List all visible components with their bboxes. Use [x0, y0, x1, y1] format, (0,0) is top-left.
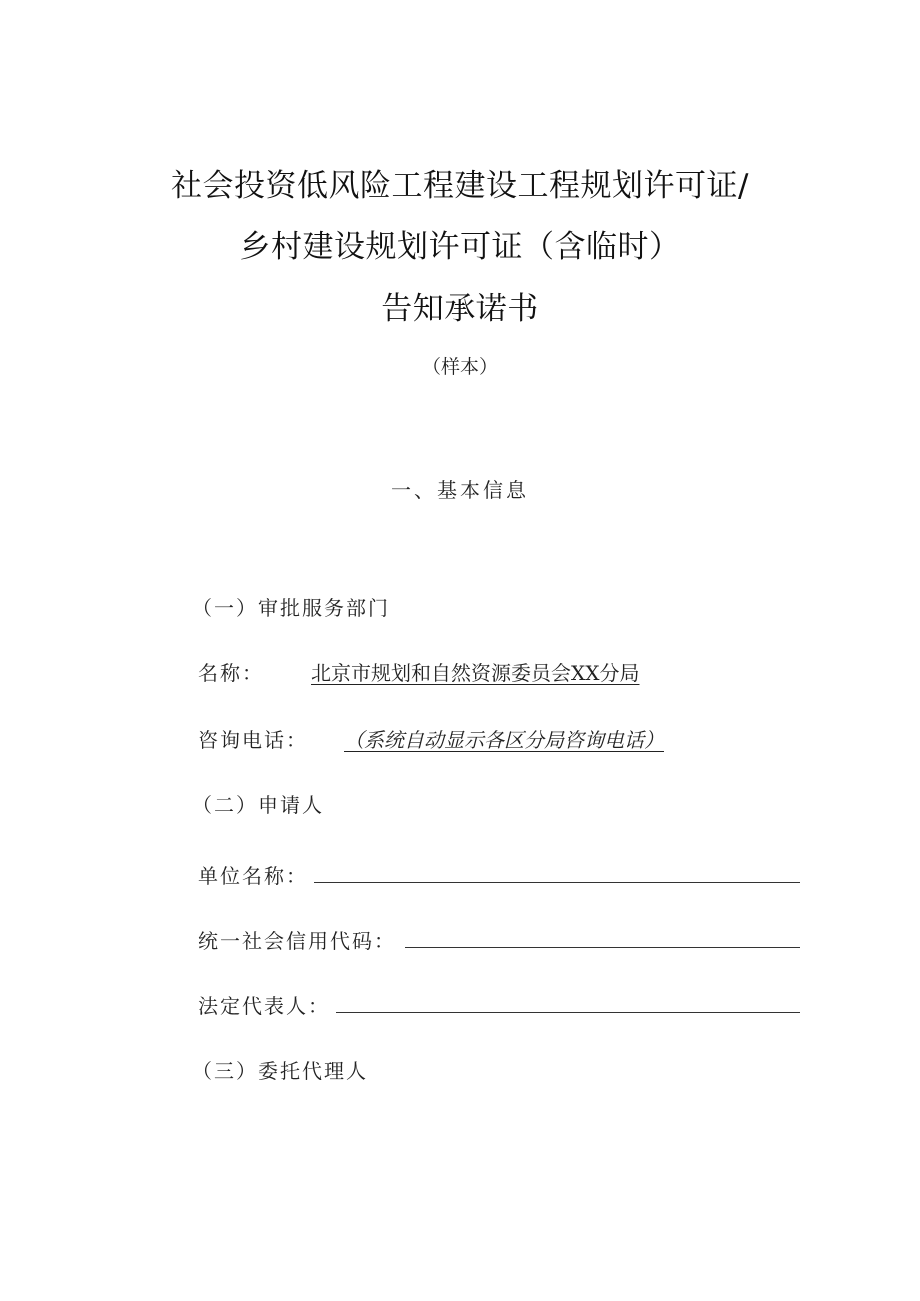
consult-phone-label: 咨询电话：	[198, 728, 308, 752]
unit-name-label: 单位名称：	[198, 864, 308, 888]
dept-name-value: 北京市规划和自然资源委员会XX分局	[311, 661, 640, 685]
document-title-line-3: 告知承诺书	[381, 291, 539, 327]
unit-name-blank-field[interactable]	[314, 882, 800, 883]
subsection-applicant: （二）申请人	[192, 793, 324, 817]
document-title-line-1: 社会投资低风险工程建设工程规划许可证/	[171, 168, 749, 204]
sample-label: （样本）	[421, 356, 498, 378]
credit-code-blank-field[interactable]	[405, 947, 800, 948]
legal-representative-label: 法定代表人：	[198, 994, 330, 1018]
subsection-agent: （三）委托代理人	[192, 1059, 368, 1083]
document-title-line-2: 乡村建设规划许可证（含临时）	[239, 229, 681, 265]
subsection-approval-department: （一）审批服务部门	[192, 596, 390, 620]
dept-name-label: 名称：	[198, 661, 264, 685]
section-heading-basic-info: 一、基本信息	[391, 478, 529, 502]
credit-code-label: 统一社会信用代码：	[198, 929, 396, 953]
legal-representative-blank-field[interactable]	[336, 1012, 800, 1013]
consult-phone-value: （系统自动显示各区分局咨询电话）	[344, 728, 664, 752]
